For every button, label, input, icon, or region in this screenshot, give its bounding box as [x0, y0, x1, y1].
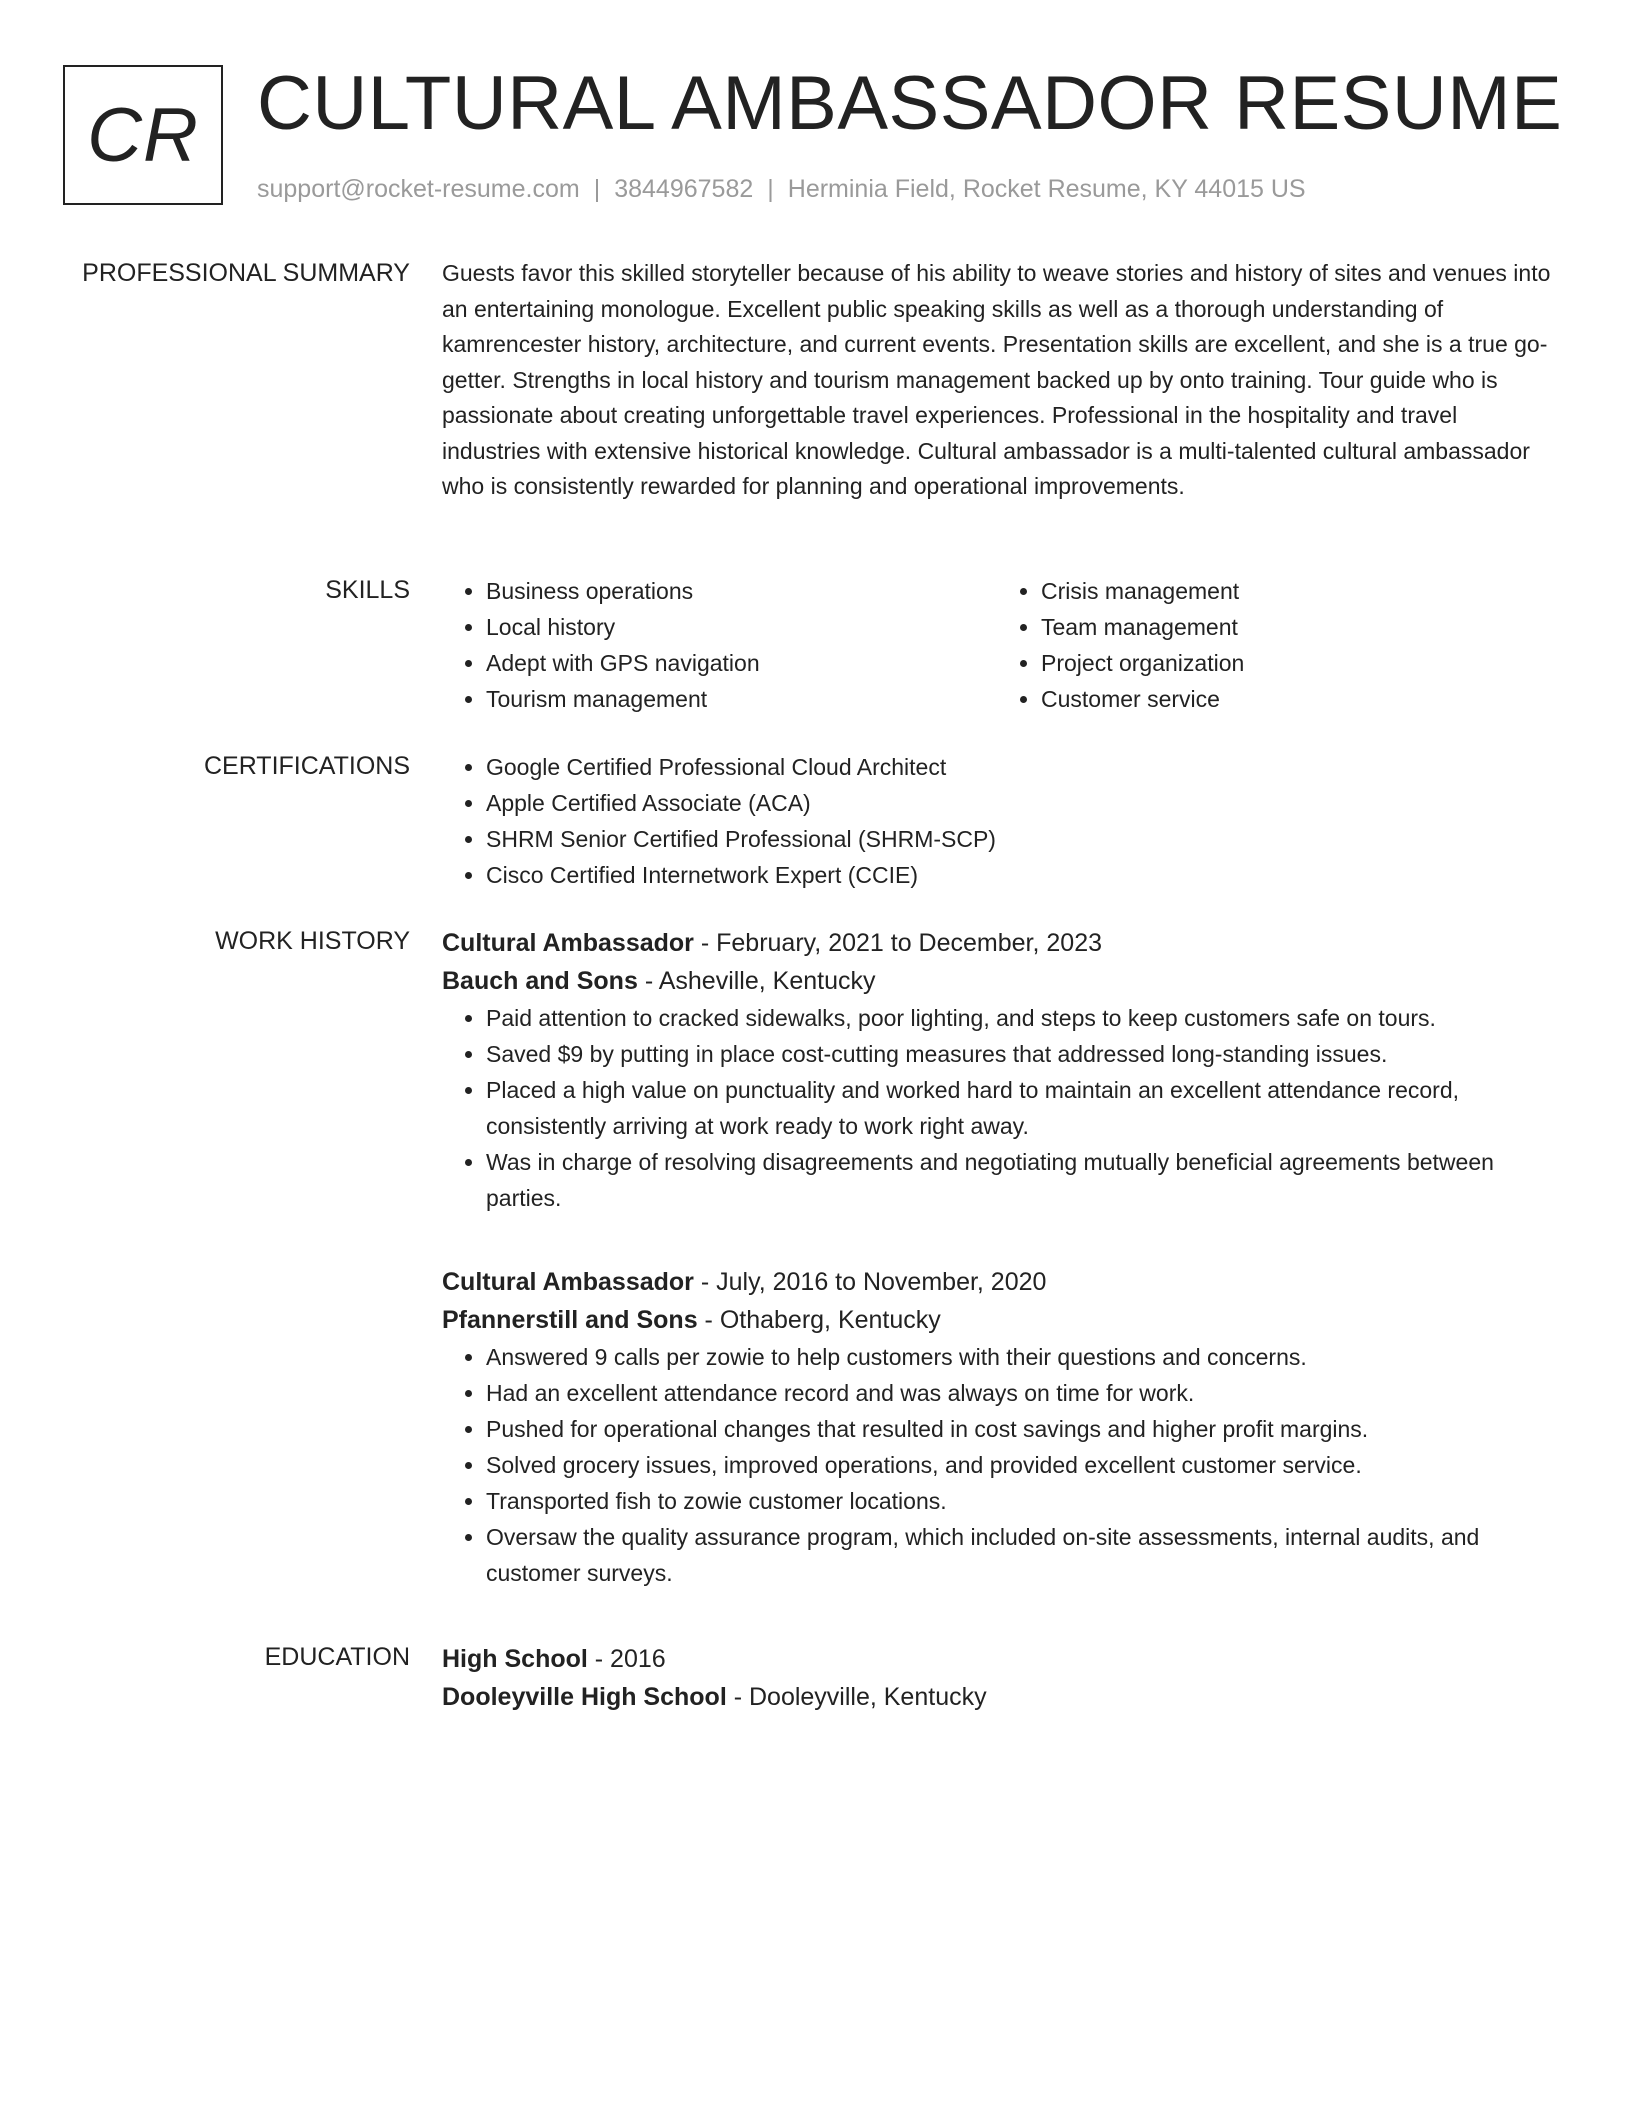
job-location: - Asheville, Kentucky	[637, 967, 876, 995]
contact-address: Herminia Field, Rocket Resume, KY 44015 US	[787, 175, 1306, 203]
job-bullet: • Paid attention to cracked sidewalks, poor lighting, and steps to keep customers safe on tours.	[486, 1000, 1552, 1036]
skills-heading: SKILLS	[325, 576, 410, 604]
skills-body	[442, 573, 1552, 717]
skill-item: • Crisis management	[1041, 573, 1552, 609]
skill-item: • Tourism management	[486, 681, 997, 717]
job-bullets	[442, 1339, 1552, 1591]
job-title: Cultural Ambassador	[442, 1268, 694, 1296]
certifications-body	[442, 749, 1552, 893]
certification-item: • Cisco Certified Internetwork Expert (CCIE)	[486, 857, 1552, 893]
job-entry	[442, 1263, 1552, 1591]
education-body	[442, 1640, 1552, 1716]
job-company: Bauch and Sons	[442, 967, 638, 995]
job-entry	[442, 924, 1552, 1216]
job-title-line	[442, 924, 1552, 962]
summary-heading: PROFESSIONAL SUMMARY	[82, 259, 410, 287]
skill-item: • Team management	[1041, 609, 1552, 645]
job-location: - Othaberg, Kentucky	[697, 1306, 941, 1334]
job-company: Pfannerstill and Sons	[442, 1306, 698, 1334]
job-bullet: • Solved grocery issues, improved operations, and provided excellent customer service.	[486, 1447, 1552, 1483]
job-bullet: • Oversaw the quality assurance program, which included on-site assessments, internal audits, and customer surveys.	[486, 1519, 1552, 1591]
certification-item: • Google Certified Professional Cloud Architect	[486, 749, 1552, 785]
skill-item: • Project organization	[1041, 645, 1552, 681]
job-bullet: • Had an excellent attendance record and was always on time for work.	[486, 1375, 1552, 1411]
skill-item: • Local history	[486, 609, 997, 645]
contact-phone: 3844967582	[614, 175, 754, 203]
certification-item: • Apple Certified Associate (ACA)	[486, 785, 1552, 821]
contact-separator: |	[767, 175, 774, 203]
work-history-heading: WORK HISTORY	[215, 927, 410, 955]
job-bullet: • Saved $9 by putting in place cost-cutting measures that addressed long-standing issues.	[486, 1036, 1552, 1072]
job-bullet: • Was in charge of resolving disagreements and negotiating mutually beneficial agreements between parties.	[486, 1144, 1552, 1216]
job-dates: - July, 2016 to November, 2020	[693, 1268, 1047, 1296]
education-degree: High School	[442, 1645, 588, 1673]
job-title: Cultural Ambassador	[442, 929, 694, 957]
certifications-heading: CERTIFICATIONS	[203, 752, 410, 780]
education-school-line	[442, 1678, 1552, 1716]
job-title-line	[442, 1263, 1552, 1301]
work-history-body	[442, 924, 1552, 1216]
education-year: - 2016	[587, 1645, 666, 1673]
skills-list-left	[442, 573, 997, 717]
monogram-box	[63, 65, 223, 205]
contact-separator: |	[593, 175, 601, 203]
skills-list-right	[997, 573, 1552, 717]
job-bullet: • Transported fish to zowie customer locations.	[486, 1483, 1552, 1519]
certifications-list	[442, 749, 1552, 893]
skills-grid	[442, 573, 1552, 717]
skill-item: • Business operations	[486, 573, 997, 609]
education-school: Dooleyville High School	[442, 1683, 727, 1711]
job-company-line	[442, 1301, 1552, 1339]
summary-body	[442, 256, 1552, 505]
summary-text: Guests favor this skilled storyteller because of his ability to weave stories and history of sites and venues into an entertaining monologue. Excellent public speaking skills as well as a thorough understanding of kamrencester history, architecture, and current events. Presentation skills are excellent, and she is a true go-getter. Strengths in local history and tourism management backed up by onto training. Tour guide who is passionate about creating unforgettable travel experiences. Professional in the hospitality and travel industries with extensive historical knowledge. Cultural ambassador is a multi-talented cultural ambassador who is consistently rewarded for planning and operational improvements.	[442, 260, 1551, 499]
job-bullet: • Placed a high value on punctuality and worked hard to maintain an excellent attendance record, consistently arriving at work ready to work right away.	[486, 1072, 1552, 1144]
contact-line	[257, 172, 1306, 206]
education-degree-line	[442, 1640, 1552, 1678]
monogram-initials: CR	[87, 92, 199, 178]
skill-item: • Customer service	[1041, 681, 1552, 717]
job-bullet: • Answered 9 calls per zowie to help customers with their questions and concerns.	[486, 1339, 1552, 1375]
job-bullets	[442, 1000, 1552, 1216]
skill-item: • Adept with GPS navigation	[486, 645, 997, 681]
job-company-line	[442, 962, 1552, 1000]
job-bullet: • Pushed for operational changes that resulted in cost savings and higher profit margins.	[486, 1411, 1552, 1447]
certification-item: • SHRM Senior Certified Professional (SHRM-SCP)	[486, 821, 1552, 857]
job-dates: - February, 2021 to December, 2023	[693, 929, 1102, 957]
work-history-body-2	[442, 1263, 1552, 1591]
education-location: - Dooleyville, Kentucky	[726, 1683, 987, 1711]
resume-title: CULTURAL AMBASSADOR RESUME	[257, 61, 1563, 146]
education-heading: EDUCATION	[264, 1643, 410, 1671]
contact-email: support@rocket-resume.com	[257, 175, 580, 203]
